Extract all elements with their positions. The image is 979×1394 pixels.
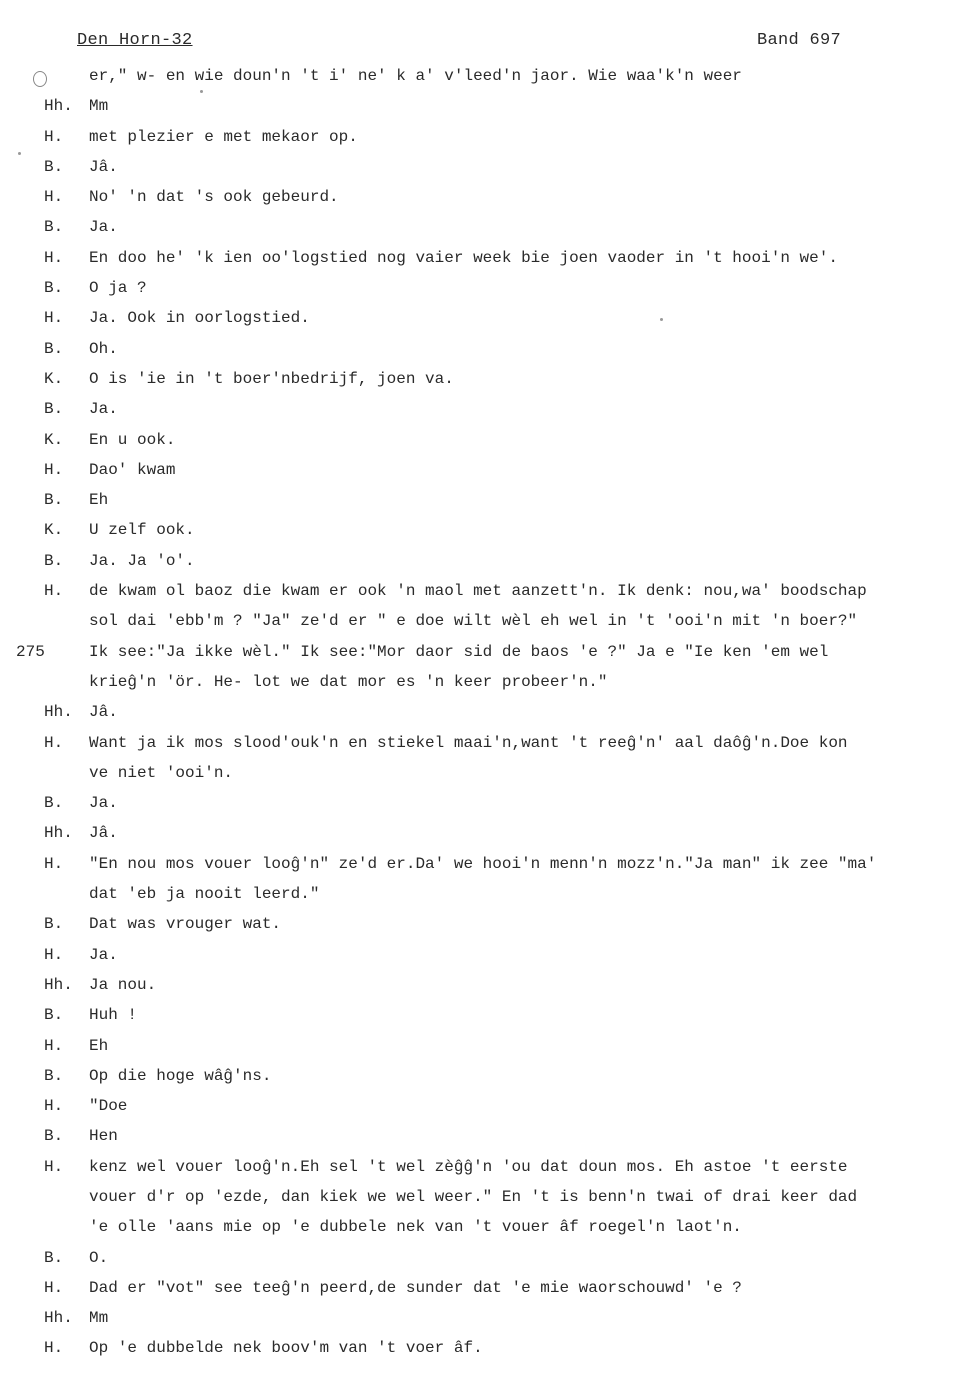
transcript-line bbox=[0, 1333, 979, 1363]
utterance-line: Eh bbox=[89, 1036, 109, 1055]
transcript-line bbox=[0, 303, 979, 333]
transcript-body bbox=[0, 61, 979, 1364]
utterance-line: Jâ. bbox=[89, 157, 118, 176]
transcript-line bbox=[0, 1000, 979, 1030]
utterance-line: Ja. bbox=[89, 400, 118, 419]
utterance-line: Ja. bbox=[89, 218, 118, 237]
utterance-text bbox=[89, 788, 967, 818]
utterance-text bbox=[89, 1000, 967, 1030]
utterance-text bbox=[89, 1152, 967, 1243]
transcript-line bbox=[0, 637, 979, 698]
utterance-line: sol dai 'ebb'm ? "Ja" ze'd er " e doe wilt wèl eh wel in 't 'ooi'n mit 'n boer?" bbox=[89, 612, 858, 631]
speaker-label: H. bbox=[44, 1339, 64, 1358]
utterance-line: er," w- en wie doun'n 't i' ne' k a' v'leed'n jaor. Wie waa'k'n weer bbox=[89, 67, 742, 85]
utterance-text bbox=[89, 243, 967, 273]
utterance-text bbox=[89, 970, 967, 1000]
transcript-line bbox=[0, 485, 979, 515]
utterance-line: 'e olle 'aans mie op 'e dubbele nek van 't vouer âf roegel'n laot'n. bbox=[89, 1218, 742, 1237]
speaker-label: Hh. bbox=[44, 975, 73, 994]
utterance-line: Jâ. bbox=[89, 703, 118, 722]
utterance-line: O is 'ie in 't boer'nbedrijf, joen va. bbox=[89, 369, 454, 388]
utterance-line: Want ja ik mos slood'ouk'n en stiekel maai'n,want 't reeĝ'n' aal daôĝ'n.Doe kon bbox=[89, 733, 848, 752]
utterance-line: dat 'eb ja nooit leerd." bbox=[89, 885, 320, 904]
speaker-label: B. bbox=[44, 1127, 64, 1146]
document-title: Den Horn-32 bbox=[77, 31, 193, 50]
utterance-text bbox=[89, 909, 967, 939]
transcript-line bbox=[0, 1121, 979, 1151]
speaker-label: Hh. bbox=[44, 824, 73, 843]
speaker-label: H. bbox=[44, 854, 64, 873]
transcript-line bbox=[0, 334, 979, 364]
utterance-text bbox=[89, 1243, 967, 1273]
transcript-line bbox=[0, 728, 979, 789]
utterance-line: Dao' kwam bbox=[89, 460, 176, 479]
utterance-line: Eh bbox=[89, 491, 109, 510]
utterance-line: vouer d'r op 'ezde, dan kiek we wel weer." En 't is benn'n twai of drai keer dad bbox=[89, 1187, 858, 1206]
utterance-text bbox=[89, 1303, 967, 1333]
utterance-text bbox=[89, 1091, 967, 1121]
utterance-text bbox=[89, 697, 967, 727]
utterance-text bbox=[89, 1031, 967, 1061]
utterance-text bbox=[89, 91, 967, 121]
utterance-line: Ja nou. bbox=[89, 975, 157, 994]
utterance-text bbox=[89, 425, 967, 455]
tape-number: Band 697 bbox=[757, 31, 842, 50]
speaker-label: B. bbox=[44, 339, 64, 358]
utterance-line: En doo he' 'k ien oo'logstied nog vaier week bie joen vaoder in 't hooi'n we'. bbox=[89, 248, 838, 267]
speaker-label: H. bbox=[44, 1278, 64, 1297]
speaker-label: B. bbox=[44, 794, 64, 813]
transcript-line bbox=[0, 788, 979, 818]
transcript-line bbox=[0, 273, 979, 303]
utterance-text bbox=[89, 1273, 967, 1303]
speaker-label: B. bbox=[44, 1006, 64, 1025]
line-number: 275 bbox=[16, 642, 45, 661]
utterance-line: "Doe bbox=[89, 1097, 128, 1116]
utterance-text bbox=[89, 364, 967, 394]
speaker-label: B. bbox=[44, 551, 64, 570]
speaker-label: Hh. bbox=[44, 703, 73, 722]
utterance-line: U zelf ook. bbox=[89, 521, 195, 540]
utterance-line: Mm bbox=[89, 97, 109, 116]
transcript-line bbox=[0, 697, 979, 727]
utterance-line: No' 'n dat 's ook gebeurd. bbox=[89, 188, 339, 207]
utterance-text bbox=[89, 273, 967, 303]
speaker-label: H. bbox=[44, 188, 64, 207]
utterance-line: Jâ. bbox=[89, 824, 118, 843]
speaker-label: H. bbox=[44, 1036, 64, 1055]
speaker-label: K. bbox=[44, 369, 64, 388]
speaker-label: B. bbox=[44, 491, 64, 510]
speaker-label: Hh. bbox=[44, 97, 73, 116]
utterance-line: Op 'e dubbelde nek boov'm van 't voer âf. bbox=[89, 1339, 483, 1358]
utterance-line: O. bbox=[89, 1248, 109, 1267]
utterance-text bbox=[89, 303, 967, 333]
transcript-line bbox=[0, 364, 979, 394]
transcript-line bbox=[0, 1152, 979, 1243]
speaker-label: B. bbox=[44, 218, 64, 237]
utterance-line: Huh ! bbox=[89, 1006, 138, 1025]
speaker-label: H. bbox=[44, 945, 64, 964]
utterance-text bbox=[89, 940, 967, 970]
utterance-text bbox=[89, 1333, 967, 1363]
transcript-line bbox=[0, 940, 979, 970]
utterance-text bbox=[89, 334, 967, 364]
transcript-line bbox=[0, 152, 979, 182]
transcript-line bbox=[0, 394, 979, 424]
utterance-line: Mm bbox=[89, 1309, 109, 1328]
speaker-label: B. bbox=[44, 279, 64, 298]
utterance-line: krieĝ'n 'ör. He- lot we dat mor es 'n keer probeer'n." bbox=[89, 672, 608, 691]
speaker-label: H. bbox=[44, 127, 64, 146]
transcript-line bbox=[0, 91, 979, 121]
transcript-line bbox=[0, 212, 979, 242]
speaker-label: H. bbox=[44, 248, 64, 267]
utterance-text bbox=[89, 1061, 967, 1091]
utterance-line: met plezier e met mekaor op. bbox=[89, 127, 358, 146]
utterance-text bbox=[89, 637, 967, 698]
utterance-text bbox=[89, 546, 967, 576]
transcript-line bbox=[0, 849, 979, 910]
speaker-label: K. bbox=[44, 521, 64, 540]
utterance-text bbox=[89, 515, 967, 545]
speaker-label: B. bbox=[44, 400, 64, 419]
transcript-line bbox=[0, 1243, 979, 1273]
transcript-line bbox=[0, 1273, 979, 1303]
speaker-label: H. bbox=[44, 733, 64, 752]
transcript-line bbox=[0, 182, 979, 212]
speaker-label: B. bbox=[44, 1066, 64, 1085]
transcript-line bbox=[0, 576, 979, 637]
transcript-line bbox=[0, 909, 979, 939]
utterance-text bbox=[89, 394, 967, 424]
utterance-text bbox=[89, 61, 967, 91]
utterance-line: Ik see:"Ja ikke wèl." Ik see:"Mor daor sid de baos 'e ?" Ja e "Ie ken 'em wel bbox=[89, 642, 829, 661]
speaker-label: B. bbox=[44, 157, 64, 176]
utterance-line: En u ook. bbox=[89, 430, 176, 449]
speaker-label: H. bbox=[44, 1157, 64, 1176]
utterance-line: Ja. Ja 'o'. bbox=[89, 551, 195, 570]
transcript-line bbox=[0, 1303, 979, 1333]
speaker-label: H. bbox=[44, 309, 64, 328]
utterance-line: Oh. bbox=[89, 339, 118, 358]
utterance-line: O ja ? bbox=[89, 279, 147, 298]
transcript-line bbox=[0, 818, 979, 848]
speaker-label: B. bbox=[44, 915, 64, 934]
utterance-line: Hen bbox=[89, 1127, 118, 1146]
utterance-line: de kwam ol baoz die kwam er ook 'n maol met aanzett'n. Ik denk: nou,wa' boodschap bbox=[89, 582, 867, 601]
utterance-text bbox=[89, 1121, 967, 1151]
utterance-text bbox=[89, 455, 967, 485]
utterance-line: Dad er "vot" see teeĝ'n peerd,de sunder dat 'e mie waorschouwd' 'e ? bbox=[89, 1278, 742, 1297]
utterance-text bbox=[89, 122, 967, 152]
utterance-line: ve niet 'ooi'n. bbox=[89, 763, 234, 782]
utterance-line: Op die hoge wâĝ'ns. bbox=[89, 1066, 272, 1085]
transcript-line bbox=[0, 515, 979, 545]
speaker-label: H. bbox=[44, 582, 64, 601]
transcript-line bbox=[0, 1091, 979, 1121]
transcript-line bbox=[0, 455, 979, 485]
transcript-line bbox=[0, 122, 979, 152]
speaker-label: K. bbox=[44, 430, 64, 449]
utterance-text bbox=[89, 182, 967, 212]
speaker-label: B. bbox=[44, 1248, 64, 1267]
utterance-line: Dat was vrouger wat. bbox=[89, 915, 282, 934]
transcript-line bbox=[0, 546, 979, 576]
speaker-label: H. bbox=[44, 460, 64, 479]
utterance-text bbox=[89, 485, 967, 515]
transcript-line bbox=[0, 243, 979, 273]
utterance-text bbox=[89, 576, 967, 637]
utterance-line: Ja. Ook in oorlogstied. bbox=[89, 309, 310, 328]
utterance-line: "En nou mos vouer looĝ'n" ze'd er.Da' we hooi'n menn'n mozz'n."Ja man" ik zee "ma' bbox=[89, 854, 877, 873]
utterance-line: Ja. bbox=[89, 945, 118, 964]
utterance-text bbox=[89, 152, 967, 182]
utterance-text bbox=[89, 849, 967, 910]
utterance-text bbox=[89, 818, 967, 848]
transcript-line bbox=[0, 1031, 979, 1061]
speaker-label: Hh. bbox=[44, 1309, 73, 1328]
utterance-line: kenz wel vouer looĝ'n.Eh sel 't wel zèĝĝ'n 'ou dat doun mos. Eh astoe 't eerste bbox=[89, 1157, 848, 1176]
utterance-text bbox=[89, 212, 967, 242]
transcript-line bbox=[0, 1061, 979, 1091]
transcript-line bbox=[0, 61, 979, 91]
utterance-line: Ja. bbox=[89, 794, 118, 813]
transcript-line bbox=[0, 970, 979, 1000]
speaker-label: H. bbox=[44, 1097, 64, 1116]
transcript-line bbox=[0, 425, 979, 455]
utterance-text bbox=[89, 728, 967, 789]
